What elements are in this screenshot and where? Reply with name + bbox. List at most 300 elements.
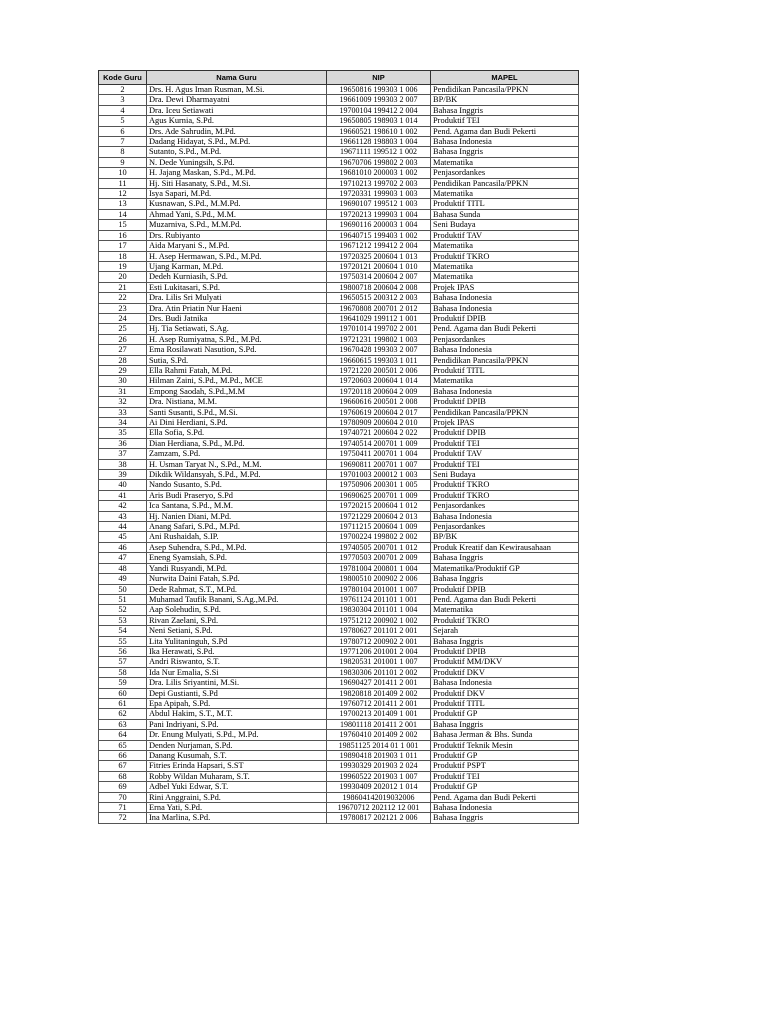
cell-mapel: Matematika xyxy=(431,605,579,615)
cell-kode-guru: 53 xyxy=(99,615,147,625)
cell-mapel: Matematika/Produktif GP xyxy=(431,563,579,573)
cell-mapel: Projek IPAS xyxy=(431,282,579,292)
table-row xyxy=(99,386,579,396)
cell-kode-guru: 32 xyxy=(99,397,147,407)
table-row xyxy=(99,657,579,667)
cell-nama-guru: Dra. Lilis Sri Mulyati xyxy=(147,293,327,303)
teacher-table xyxy=(98,70,579,824)
cell-kode-guru: 14 xyxy=(99,209,147,219)
table-row xyxy=(99,418,579,428)
cell-nip: 19670808 200701 2 012 xyxy=(327,303,431,313)
table-row xyxy=(99,293,579,303)
cell-nama-guru: Zamzam, S.Pd. xyxy=(147,449,327,459)
cell-mapel: Seni Budaya xyxy=(431,220,579,230)
cell-kode-guru: 70 xyxy=(99,792,147,802)
cell-nama-guru: Dra. Lilis Sriyantini, M.Si. xyxy=(147,678,327,688)
cell-nama-guru: Yandi Rusyandi, M.Pd. xyxy=(147,563,327,573)
cell-nama-guru: Ina Marlina, S.Pd. xyxy=(147,813,327,823)
cell-nama-guru: Ai Dini Herdiani, S.Pd. xyxy=(147,418,327,428)
table-row xyxy=(99,626,579,636)
cell-mapel: Produktif TEI xyxy=(431,438,579,448)
cell-kode-guru: 52 xyxy=(99,605,147,615)
cell-nip: 19710213 199702 2 003 xyxy=(327,178,431,188)
cell-mapel: Bahasa Inggris xyxy=(431,574,579,584)
cell-nip: 19740514 200701 1 009 xyxy=(327,438,431,448)
cell-mapel: Produktif DKV xyxy=(431,688,579,698)
table-row xyxy=(99,605,579,615)
table-row xyxy=(99,105,579,115)
table-row xyxy=(99,574,579,584)
cell-kode-guru: 27 xyxy=(99,345,147,355)
cell-mapel: Bahasa Indonesia xyxy=(431,137,579,147)
cell-kode-guru: 38 xyxy=(99,459,147,469)
cell-nip: 19720118 200604 2 009 xyxy=(327,386,431,396)
cell-mapel: BP/BK xyxy=(431,95,579,105)
cell-kode-guru: 28 xyxy=(99,355,147,365)
table-row xyxy=(99,376,579,386)
cell-nip: 19820818 201409 2 002 xyxy=(327,688,431,698)
cell-nama-guru: Ika Herawati, S.Pd. xyxy=(147,646,327,656)
cell-kode-guru: 56 xyxy=(99,646,147,656)
cell-mapel: Produktif TKRO xyxy=(431,615,579,625)
cell-nip: 19660616 200501 2 008 xyxy=(327,397,431,407)
table-row xyxy=(99,147,579,157)
cell-nip: 19720331 199903 1 003 xyxy=(327,189,431,199)
cell-mapel: Matematika xyxy=(431,189,579,199)
table-row xyxy=(99,771,579,781)
cell-nama-guru: Robby Wildan Muharam, S.T. xyxy=(147,771,327,781)
cell-nama-guru: Hj. Siti Hasanaty, S.Pd., M.Si. xyxy=(147,178,327,188)
cell-mapel: Produktif DKV xyxy=(431,667,579,677)
header-kode-guru: Kode Guru xyxy=(99,71,147,85)
table-row xyxy=(99,740,579,750)
table-row xyxy=(99,324,579,334)
table-row xyxy=(99,459,579,469)
cell-nip: 19771206 201001 2 004 xyxy=(327,646,431,656)
table-row xyxy=(99,480,579,490)
cell-mapel: Produktif TKRO xyxy=(431,251,579,261)
table-row xyxy=(99,636,579,646)
cell-kode-guru: 10 xyxy=(99,168,147,178)
cell-mapel: Penjasordankes xyxy=(431,522,579,532)
cell-nip: 19700104 199412 2 004 xyxy=(327,105,431,115)
cell-nip: 19671212 199412 2 004 xyxy=(327,241,431,251)
cell-kode-guru: 64 xyxy=(99,730,147,740)
header-mapel: MAPEL xyxy=(431,71,579,85)
cell-nip: 19780104 201001 1 007 xyxy=(327,584,431,594)
cell-nama-guru: Esti Lukitasari, S.Pd. xyxy=(147,282,327,292)
cell-nip: 19720215 200604 1 012 xyxy=(327,501,431,511)
cell-nip: 19701014 199702 2 001 xyxy=(327,324,431,334)
cell-kode-guru: 5 xyxy=(99,116,147,126)
cell-mapel: Bahasa Indonesia xyxy=(431,803,579,813)
cell-kode-guru: 18 xyxy=(99,251,147,261)
cell-kode-guru: 6 xyxy=(99,126,147,136)
table-row xyxy=(99,594,579,604)
table-row xyxy=(99,563,579,573)
table-row xyxy=(99,522,579,532)
cell-kode-guru: 61 xyxy=(99,698,147,708)
cell-nama-guru: Neni Setiani, S.Pd. xyxy=(147,626,327,636)
cell-nama-guru: Depi Gustianti, S.Pd xyxy=(147,688,327,698)
cell-nip: 19661009 199303 2 007 xyxy=(327,95,431,105)
cell-mapel: Pend. Agama dan Budi Pekerti xyxy=(431,594,579,604)
cell-kode-guru: 47 xyxy=(99,553,147,563)
cell-nama-guru: H. Asep Hermawan, S.Pd., M.Pd. xyxy=(147,251,327,261)
cell-nip: 19770503 200701 2 009 xyxy=(327,553,431,563)
cell-nama-guru: Dikdik Wildansyah, S.Pd., M.Pd. xyxy=(147,470,327,480)
cell-nip: 19930329 201903 2 024 xyxy=(327,761,431,771)
cell-nip: 19681010 200003 1 002 xyxy=(327,168,431,178)
cell-nama-guru: Dian Herdiana, S.Pd., M.Pd. xyxy=(147,438,327,448)
cell-kode-guru: 36 xyxy=(99,438,147,448)
table-row xyxy=(99,407,579,417)
cell-nama-guru: Muzarniva, S.Pd., M.M.Pd. xyxy=(147,220,327,230)
cell-kode-guru: 42 xyxy=(99,501,147,511)
cell-nip: 19690427 201411 2 001 xyxy=(327,678,431,688)
table-row xyxy=(99,501,579,511)
cell-kode-guru: 31 xyxy=(99,386,147,396)
table-row xyxy=(99,803,579,813)
cell-nama-guru: H. Jajang Maskan, S.Pd., M.Pd. xyxy=(147,168,327,178)
cell-nama-guru: Fitries Erinda Hapsari, S.ST xyxy=(147,761,327,771)
cell-nama-guru: Rini Anggraini, S.Pd. xyxy=(147,792,327,802)
cell-kode-guru: 29 xyxy=(99,365,147,375)
cell-kode-guru: 45 xyxy=(99,532,147,542)
cell-nama-guru: Erna Yati, S.Pd. xyxy=(147,803,327,813)
cell-kode-guru: 39 xyxy=(99,470,147,480)
table-row xyxy=(99,365,579,375)
cell-nama-guru: N. Dede Yuningsih, S.Pd. xyxy=(147,157,327,167)
cell-nama-guru: Kusnawan, S.Pd., M.M.Pd. xyxy=(147,199,327,209)
cell-nip: 19640715 199403 1 002 xyxy=(327,230,431,240)
table-row xyxy=(99,251,579,261)
table-row xyxy=(99,792,579,802)
cell-nip: 19761124 201101 1 001 xyxy=(327,594,431,604)
cell-mapel: Produktif TITL xyxy=(431,365,579,375)
cell-nip: 19800510 200902 2 006 xyxy=(327,574,431,584)
cell-nip: 19750411 200701 1 004 xyxy=(327,449,431,459)
cell-kode-guru: 24 xyxy=(99,313,147,323)
cell-nip: 19700224 199802 2 002 xyxy=(327,532,431,542)
cell-mapel: Produktif DPIB xyxy=(431,584,579,594)
cell-nip: 19690116 200003 1 004 xyxy=(327,220,431,230)
cell-nip: 19740505 200701 1 012 xyxy=(327,542,431,552)
cell-nip: 19740721 200604 2 022 xyxy=(327,428,431,438)
cell-mapel: Sejarah xyxy=(431,626,579,636)
cell-nip: 19670706 199802 2 003 xyxy=(327,157,431,167)
cell-nama-guru: Asep Suhendra, S.Pd., M.Pd. xyxy=(147,542,327,552)
cell-nip: 19711215 200604 1 009 xyxy=(327,522,431,532)
cell-mapel: Bahasa Indonesia xyxy=(431,345,579,355)
cell-nip: 19721231 199802 1 003 xyxy=(327,334,431,344)
table-row xyxy=(99,261,579,271)
cell-nip: 19800718 200604 2 008 xyxy=(327,282,431,292)
cell-nama-guru: Agus Kurnia, S.Pd. xyxy=(147,116,327,126)
cell-nip: 19781004 200801 1 004 xyxy=(327,563,431,573)
table-row xyxy=(99,345,579,355)
table-row xyxy=(99,782,579,792)
header-nip: NIP xyxy=(327,71,431,85)
cell-kode-guru: 19 xyxy=(99,261,147,271)
cell-nip: 19960522 201903 1 007 xyxy=(327,771,431,781)
cell-mapel: Produktif TAV xyxy=(431,449,579,459)
cell-nama-guru: Rivan Zaelani, S.Pd. xyxy=(147,615,327,625)
cell-kode-guru: 65 xyxy=(99,740,147,750)
cell-nama-guru: Muhamad Taufik Banani, S.Ag.,M.Pd. xyxy=(147,594,327,604)
cell-nama-guru: Dra. Dewi Dharmayatni xyxy=(147,95,327,105)
cell-nama-guru: Dra. Iceu Setiawati xyxy=(147,105,327,115)
cell-mapel: Pend. Agama dan Budi Pekerti xyxy=(431,324,579,334)
cell-nama-guru: Ani Rushaidah, S.IP. xyxy=(147,532,327,542)
table-row xyxy=(99,542,579,552)
cell-nip: 19780909 200604 2 010 xyxy=(327,418,431,428)
cell-mapel: Bahasa Inggris xyxy=(431,147,579,157)
cell-kode-guru: 59 xyxy=(99,678,147,688)
cell-nip: 19720213 199903 1 004 xyxy=(327,209,431,219)
cell-kode-guru: 25 xyxy=(99,324,147,334)
cell-mapel: Produktif Teknik Mesin xyxy=(431,740,579,750)
table-row xyxy=(99,209,579,219)
table-row xyxy=(99,511,579,521)
table-row xyxy=(99,137,579,147)
table-row xyxy=(99,490,579,500)
cell-nip: 19760619 200604 2 017 xyxy=(327,407,431,417)
cell-kode-guru: 54 xyxy=(99,626,147,636)
cell-nama-guru: Ida Nur Emalia, S.Si xyxy=(147,667,327,677)
cell-mapel: Produktif TEI xyxy=(431,116,579,126)
cell-kode-guru: 44 xyxy=(99,522,147,532)
cell-nip: 19780712 200902 2 001 xyxy=(327,636,431,646)
table-row xyxy=(99,667,579,677)
cell-kode-guru: 46 xyxy=(99,542,147,552)
table-row xyxy=(99,751,579,761)
cell-nip: 19801118 201411 2 001 xyxy=(327,719,431,729)
cell-nama-guru: Drs. Ade Sahrudin, M.Pd. xyxy=(147,126,327,136)
cell-kode-guru: 23 xyxy=(99,303,147,313)
cell-nama-guru: Dr. Enung Mulyati, S.Pd., M.Pd. xyxy=(147,730,327,740)
cell-kode-guru: 2 xyxy=(99,85,147,95)
cell-mapel: Bahasa Indonesia xyxy=(431,386,579,396)
cell-nama-guru: Nurwita Daini Fatah, S.Pd. xyxy=(147,574,327,584)
cell-nip: 19701003 200012 1 003 xyxy=(327,470,431,480)
cell-nip: 19670428 199303 2 007 xyxy=(327,345,431,355)
cell-nip: 19671111 199512 1 002 xyxy=(327,147,431,157)
cell-nip: 19830304 201101 1 004 xyxy=(327,605,431,615)
cell-nip: 19750906 200301 1 005 xyxy=(327,480,431,490)
cell-nama-guru: Aap Solehudin, S.Pd. xyxy=(147,605,327,615)
cell-nama-guru: Andri Riswanto, S.T. xyxy=(147,657,327,667)
table-row xyxy=(99,615,579,625)
cell-nama-guru: Dede Rahmat, S.T., M.Pd. xyxy=(147,584,327,594)
cell-nip: 19760410 201409 2 002 xyxy=(327,730,431,740)
cell-nama-guru: Sutanto, S.Pd., M.Pd. xyxy=(147,147,327,157)
cell-nama-guru: Ujang Karman, M.Pd. xyxy=(147,261,327,271)
cell-nama-guru: Nando Susanto, S.Pd. xyxy=(147,480,327,490)
cell-kode-guru: 69 xyxy=(99,782,147,792)
cell-mapel: Bahasa Indonesia xyxy=(431,511,579,521)
teacher-table-sheet xyxy=(98,70,578,824)
cell-mapel: Pend. Agama dan Budi Pekerti xyxy=(431,126,579,136)
cell-nama-guru: Drs. Budi Jatnika xyxy=(147,313,327,323)
cell-nip: 19700213 201409 1 001 xyxy=(327,709,431,719)
cell-nip: 19750314 200604 2 007 xyxy=(327,272,431,282)
cell-mapel: Pendidikan Pancasila/PPKN xyxy=(431,85,579,95)
table-row xyxy=(99,95,579,105)
cell-nama-guru: Eneng Syamsiah, S.Pd. xyxy=(147,553,327,563)
cell-nip: 19670712 202112 12 001 xyxy=(327,803,431,813)
table-row xyxy=(99,449,579,459)
cell-nip: 19720121 200604 1 010 xyxy=(327,261,431,271)
cell-kode-guru: 51 xyxy=(99,594,147,604)
cell-mapel: Pendidikan Pancasila/PPKN xyxy=(431,407,579,417)
cell-nama-guru: Hj. Tia Setiawati, S.Ag. xyxy=(147,324,327,334)
cell-kode-guru: 20 xyxy=(99,272,147,282)
cell-nip: 19650805 198903 1 014 xyxy=(327,116,431,126)
table-row xyxy=(99,532,579,542)
cell-nip: 19660615 199303 1 011 xyxy=(327,355,431,365)
cell-kode-guru: 58 xyxy=(99,667,147,677)
cell-kode-guru: 22 xyxy=(99,293,147,303)
cell-nama-guru: Sutia, S.Pd. xyxy=(147,355,327,365)
cell-nama-guru: Dra. Nistiana, M.M. xyxy=(147,397,327,407)
table-header-row xyxy=(99,71,579,85)
cell-mapel: Bahasa Indonesia xyxy=(431,678,579,688)
table-row xyxy=(99,470,579,480)
cell-nip: 19641029 199112 1 001 xyxy=(327,313,431,323)
table-row xyxy=(99,698,579,708)
cell-kode-guru: 33 xyxy=(99,407,147,417)
cell-nip: 19930409 202012 1 014 xyxy=(327,782,431,792)
cell-mapel: Produktif TITL xyxy=(431,698,579,708)
cell-kode-guru: 35 xyxy=(99,428,147,438)
cell-mapel: Bahasa Inggris xyxy=(431,105,579,115)
cell-kode-guru: 11 xyxy=(99,178,147,188)
cell-kode-guru: 8 xyxy=(99,147,147,157)
cell-mapel: Matematika xyxy=(431,272,579,282)
table-row xyxy=(99,813,579,823)
cell-nama-guru: Anang Safari, S.Pd., M.Pd. xyxy=(147,522,327,532)
cell-kode-guru: 9 xyxy=(99,157,147,167)
cell-mapel: Produktif DPIB xyxy=(431,397,579,407)
cell-mapel: Produktif TKRO xyxy=(431,490,579,500)
table-row xyxy=(99,168,579,178)
cell-kode-guru: 15 xyxy=(99,220,147,230)
table-row xyxy=(99,646,579,656)
cell-kode-guru: 66 xyxy=(99,751,147,761)
cell-nip: 19720325 200604 1 013 xyxy=(327,251,431,261)
table-row xyxy=(99,438,579,448)
table-row xyxy=(99,428,579,438)
table-row xyxy=(99,553,579,563)
cell-mapel: Matematika xyxy=(431,241,579,251)
cell-nama-guru: Aris Budi Praseryo, S.Pd xyxy=(147,490,327,500)
cell-nama-guru: Denden Nurjaman, S.Pd. xyxy=(147,740,327,750)
cell-mapel: Penjasordankes xyxy=(431,334,579,344)
cell-nip: 19780817 202121 2 006 xyxy=(327,813,431,823)
cell-nip: 19820531 201001 1 007 xyxy=(327,657,431,667)
table-row xyxy=(99,272,579,282)
cell-nama-guru: Ema Rosilawati Nasution, S.Pd. xyxy=(147,345,327,355)
cell-nip: 19751212 200902 1 002 xyxy=(327,615,431,625)
cell-mapel: Bahasa Indonesia xyxy=(431,303,579,313)
table-row xyxy=(99,303,579,313)
cell-nama-guru: Hilman Zaini, S.Pd., M.Pd., MCE xyxy=(147,376,327,386)
cell-mapel: Produktif PSPT xyxy=(431,761,579,771)
table-row xyxy=(99,126,579,136)
cell-mapel: BP/BK xyxy=(431,532,579,542)
cell-nama-guru: Aida Maryani S., M.Pd. xyxy=(147,241,327,251)
table-row xyxy=(99,688,579,698)
cell-kode-guru: 62 xyxy=(99,709,147,719)
cell-kode-guru: 49 xyxy=(99,574,147,584)
cell-mapel: Bahasa Inggris xyxy=(431,636,579,646)
cell-mapel: Produk Kreatif dan Kewirausahaan xyxy=(431,542,579,552)
cell-kode-guru: 48 xyxy=(99,563,147,573)
cell-nama-guru: Santi Susanti, S.Pd., M.Si. xyxy=(147,407,327,417)
cell-nip: 19690107 199512 1 003 xyxy=(327,199,431,209)
table-row xyxy=(99,157,579,167)
table-row xyxy=(99,282,579,292)
table-body xyxy=(99,85,579,824)
cell-nip: 19780627 201101 2 001 xyxy=(327,626,431,636)
table-row xyxy=(99,355,579,365)
cell-nama-guru: Ica Santana, S.Pd., M.M. xyxy=(147,501,327,511)
cell-nama-guru: H. Asep Rumiyatna, S.Pd., M.Pd. xyxy=(147,334,327,344)
cell-kode-guru: 3 xyxy=(99,95,147,105)
cell-kode-guru: 67 xyxy=(99,761,147,771)
cell-nip: 19760712 201411 2 001 xyxy=(327,698,431,708)
table-row xyxy=(99,719,579,729)
cell-mapel: Seni Budaya xyxy=(431,470,579,480)
cell-mapel: Produktif TITL xyxy=(431,199,579,209)
cell-mapel: Produktif TKRO xyxy=(431,480,579,490)
cell-nama-guru: Ella Rahmi Fatah, M.Pd. xyxy=(147,365,327,375)
cell-mapel: Produktif GP xyxy=(431,751,579,761)
cell-mapel: Produktif GP xyxy=(431,782,579,792)
cell-nama-guru: Drs. H. Agus Iman Rusman, M.Si. xyxy=(147,85,327,95)
table-row xyxy=(99,116,579,126)
cell-kode-guru: 17 xyxy=(99,241,147,251)
cell-kode-guru: 57 xyxy=(99,657,147,667)
cell-kode-guru: 13 xyxy=(99,199,147,209)
cell-nama-guru: Danang Kusumah, S.T. xyxy=(147,751,327,761)
cell-kode-guru: 12 xyxy=(99,189,147,199)
cell-nip: 19660521 198610 1 002 xyxy=(327,126,431,136)
table-row xyxy=(99,189,579,199)
table-row xyxy=(99,730,579,740)
cell-nama-guru: Dedeh Kurniasih, S.Pd. xyxy=(147,272,327,282)
cell-kode-guru: 7 xyxy=(99,137,147,147)
cell-nama-guru: Isya Sapari, M.Pd. xyxy=(147,189,327,199)
cell-kode-guru: 21 xyxy=(99,282,147,292)
cell-kode-guru: 43 xyxy=(99,511,147,521)
table-row xyxy=(99,584,579,594)
cell-nama-guru: Ahmad Yani, S.Pd., M.M. xyxy=(147,209,327,219)
table-row xyxy=(99,85,579,95)
cell-kode-guru: 68 xyxy=(99,771,147,781)
cell-mapel: Penjasordankes xyxy=(431,168,579,178)
cell-mapel: Produktif DPIB xyxy=(431,313,579,323)
table-row xyxy=(99,678,579,688)
table-row xyxy=(99,178,579,188)
table-row xyxy=(99,220,579,230)
table-row xyxy=(99,313,579,323)
table-row xyxy=(99,709,579,719)
cell-nama-guru: Lita Yulitaninguh, S.Pd xyxy=(147,636,327,646)
table-row xyxy=(99,241,579,251)
cell-nama-guru: Abdul Hakim, S.T., M.T. xyxy=(147,709,327,719)
